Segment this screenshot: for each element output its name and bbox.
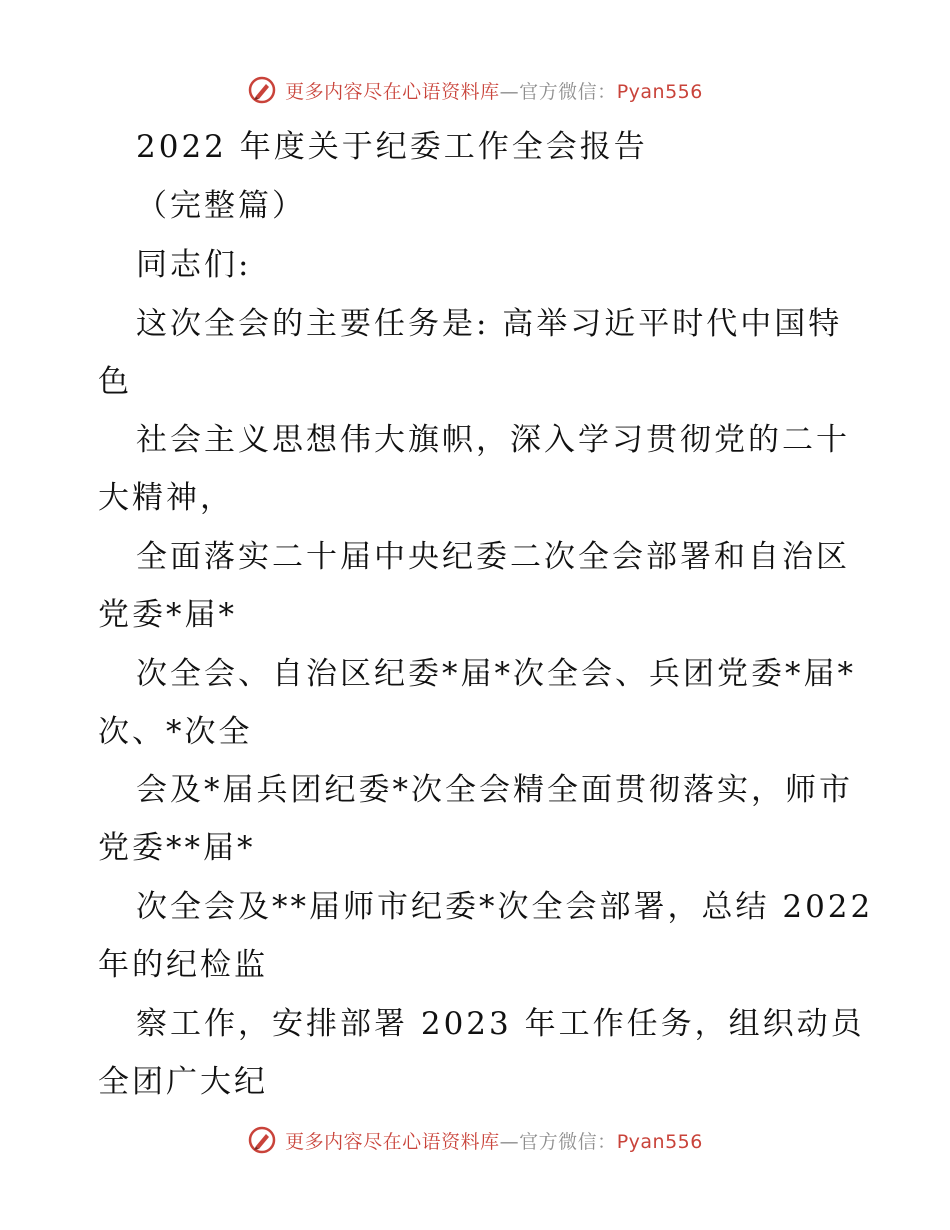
body-line: 全团广大纪 (98, 1064, 268, 1100)
header-watermark (0, 70, 950, 110)
body-line: 党委*届* (98, 597, 237, 633)
body-line: 色 (98, 364, 132, 400)
body-line: 次全会及**届师市纪委*次全会部署，总结 2022 (136, 889, 874, 925)
body-line: 大精神， (98, 480, 234, 516)
watermark-text: 更多内容尽在心语资料库—官方微信：Pyan556 (285, 80, 703, 103)
body-line: 次全会、自治区纪委*届*次全会、兵团党委*届* (136, 656, 856, 692)
watermark-text: 更多内容尽在心语资料库—官方微信：Pyan556 (285, 1130, 703, 1153)
body-line: 全面落实二十届中央纪委二次全会部署和自治区 (136, 539, 850, 575)
body-line: 年的纪检监 (98, 947, 268, 983)
salutation: 同志们: (136, 247, 252, 283)
document-title: 2022 年度关于纪委工作全会报告 (136, 129, 648, 165)
footer-watermark (0, 1120, 950, 1160)
body-line: 会及*届兵团纪委*次全会精全面贯彻落实，师市 (136, 772, 853, 808)
body-line: 这次全会的主要任务是: 高举习近平时代中国特 (136, 306, 843, 342)
body-line: 社会主义思想伟大旗帜，深入学习贯彻党的二十 (136, 422, 850, 458)
pen-logo-icon (247, 1125, 277, 1155)
body-line: 察工作，安排部署 2023 年工作任务，组织动员 (136, 1006, 865, 1042)
document-subtitle: （完整篇） (136, 188, 306, 224)
body-line: 党委**届* (98, 830, 256, 866)
body-line: 次、*次全 (98, 714, 253, 750)
pen-logo-icon (247, 75, 277, 105)
